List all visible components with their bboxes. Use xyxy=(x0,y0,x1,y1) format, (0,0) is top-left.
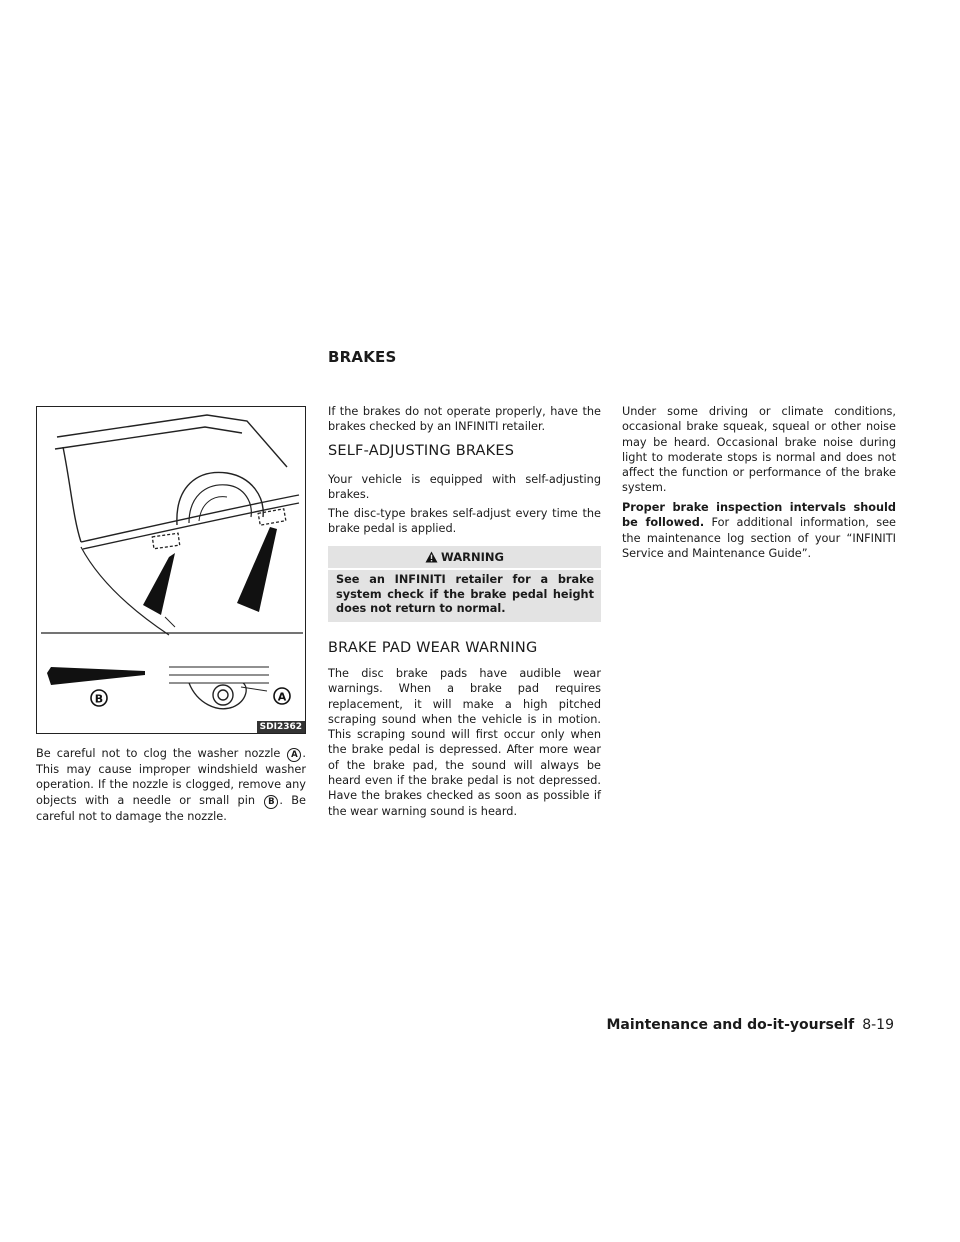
chapter-title: Maintenance and do-it-yourself xyxy=(606,1017,855,1033)
inspection-rest: For additional information, see the maintenance log section of your “INFINITI Service and Maintenance Guide”. xyxy=(622,516,896,560)
figure-code: SDI2362 xyxy=(257,721,305,733)
page-footer xyxy=(606,1017,894,1033)
inspection-bold: Proper brake inspection intervals should be followed. xyxy=(622,501,896,530)
warning-separator xyxy=(328,568,601,570)
figure-label-b: B xyxy=(94,692,104,706)
brake-noise-paragraph: Under some driving or climate conditions, occasional brake squeak, squeal or other noise may be heard. Occasional brake noise during light to moderate stops is normal and does not affect the function or performance of the brake system. xyxy=(622,405,896,495)
heading-self-adjusting: SELF-ADJUSTING BRAKES xyxy=(328,443,515,459)
ref-b-marker: B xyxy=(264,795,278,809)
washer-nozzle-illustration xyxy=(37,407,305,733)
heading-brake-pad-wear: BRAKE PAD WEAR WARNING xyxy=(328,640,538,656)
nozzle-paragraph xyxy=(36,746,306,824)
pad-wear-paragraph: The disc brake pads have audible wear warnings. When a brake pad requires replacement, it will make a high pitched scraping sound when the vehicle is in motion. This scraping sound will first occur only when the brake pedal is depressed. After more wear of the brake pad, the sound will always be heard even if the brake pedal is not depressed. Have the brakes checked as soon as possible if the wear warning sound is heard. xyxy=(328,667,601,818)
ref-a-marker: A xyxy=(287,748,301,762)
nozzle-text-2: . This may cause improper windshield washer operation. If the nozzle is clogged, remove any objects with a needle or small pin xyxy=(36,747,306,807)
disc-type-paragraph: The disc-type brakes self-adjust every time the brake pedal is applied. xyxy=(328,507,601,536)
inspection-paragraph xyxy=(622,500,896,561)
warning-title: WARNING xyxy=(441,550,504,564)
brake-check-paragraph: If the brakes do not operate properly, have the brakes checked by an INFINITI retailer. xyxy=(328,405,601,434)
washer-nozzle-figure xyxy=(36,406,306,734)
section-title: BRAKES xyxy=(328,348,397,366)
page-number: 8-19 xyxy=(862,1017,894,1033)
nozzle-text-1: Be careful not to clog the washer nozzle xyxy=(36,747,281,760)
warning-box xyxy=(328,546,601,622)
warning-text: See an INFINITI retailer for a brake system check if the brake pedal height does not return to normal. xyxy=(336,573,594,616)
figure-label-a: A xyxy=(277,690,287,704)
nozzle-text-3: . Be careful not to damage the nozzle. xyxy=(36,793,306,823)
column-1 xyxy=(36,746,306,824)
warning-icon xyxy=(425,551,438,563)
warning-header xyxy=(328,546,601,568)
self-adjust-paragraph: Your vehicle is equipped with self-adjusting brakes. xyxy=(328,473,601,502)
